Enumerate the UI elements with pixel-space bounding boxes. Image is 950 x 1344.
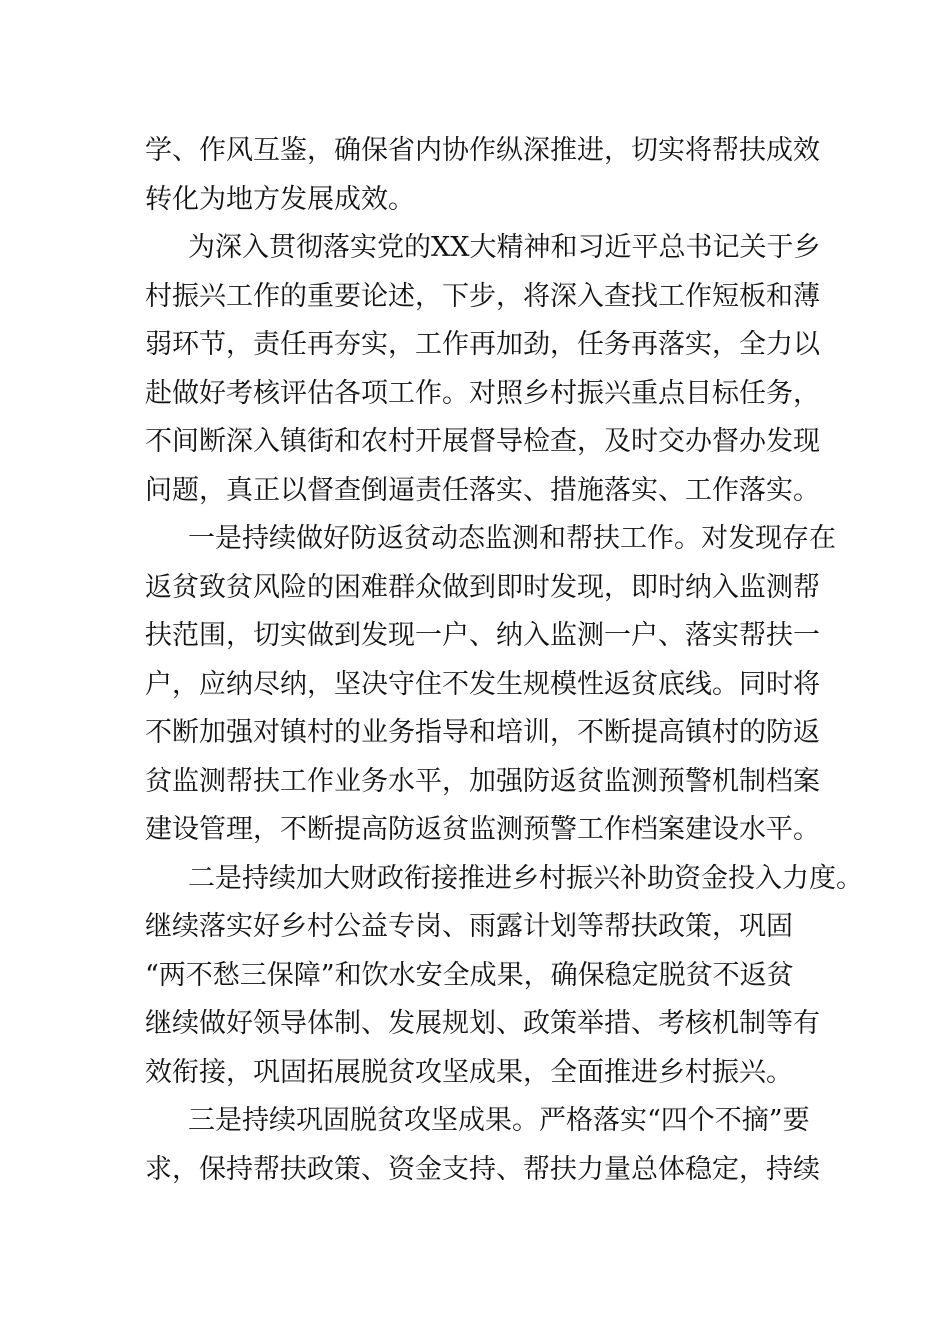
document-body <box>145 127 863 1194</box>
text-line: 学、作风互鉴，确保省内协作纵深推进，切实将帮扶成效 <box>145 135 820 166</box>
text-line: 返贫致贫风险的困难群众做到即时发现，即时纳入监测帮 <box>145 571 820 603</box>
text-line: 问题，真正以督查倒逼责任落实、措施落实、工作落实。 <box>145 474 820 506</box>
text-line: 扶范围，切实做到发现一户、纳入监测一户、落实帮扶一 <box>145 620 820 651</box>
text-line: 建设管理，不断提高防返贫监测预警工作档案建设水平。 <box>145 814 820 845</box>
text-line: 继续做好领导体制、发展规划、政策举措、考核机制等有 <box>145 1008 820 1039</box>
text-line: 一是持续做好防返贫动态监测和帮扶工作。对发现存在 <box>188 523 836 554</box>
text-line: 不间断深入镇街和农村开展督导检查，及时交办督办发现 <box>145 426 820 457</box>
text-line: 弱环节，责任再夯实，工作再加劲，任务再落实，全力以 <box>145 329 820 360</box>
text-line: 贫监测帮扶工作业务水平，加强防返贫监测预警机制档案 <box>145 765 820 797</box>
text-line: “两不愁三保障”和饮水安全成果，确保稳定脱贫不返贫 <box>145 959 794 991</box>
text-line: 求，保持帮扶政策、资金支持、帮扶力量总体稳定，持续 <box>145 1153 820 1185</box>
text-line: 为深入贯彻落实党的XX大精神和习近平总书记关于乡 <box>188 232 821 263</box>
text-line: 户，应纳尽纳，坚决守住不发生规模性返贫底线。同时将 <box>145 668 820 700</box>
text-line: 不断加强对镇村的业务指导和培训，不断提高镇村的防返 <box>145 717 820 748</box>
text-line: 三是持续巩固脱贫攻坚成果。严格落实“四个不摘”要 <box>188 1105 810 1136</box>
text-line: 二是持续加大财政衔接推进乡村振兴补助资金投入力度。 <box>188 862 863 894</box>
text-line: 赴做好考核评估各项工作。对照乡村振兴重点目标任务， <box>145 377 820 409</box>
text-line: 继续落实好乡村公益专岗、雨露计划等帮扶政策，巩固 <box>145 911 793 942</box>
text-line: 转化为地方发展成效。 <box>145 183 415 215</box>
text-line: 村振兴工作的重要论述，下步，将深入查找工作短板和薄 <box>145 280 820 312</box>
text-line: 效衔接，巩固拓展脱贫攻坚成果，全面推进乡村振兴。 <box>145 1056 793 1088</box>
